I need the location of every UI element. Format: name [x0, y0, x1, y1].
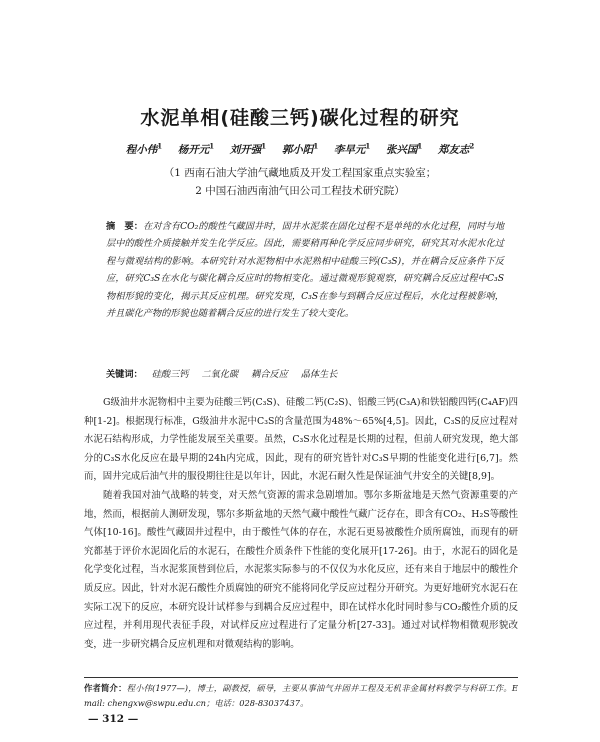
author-footnote	[84, 681, 518, 711]
footnote-divider	[84, 677, 518, 678]
affiliation-line: 2 中国石油西南油气田公司工程技术研究院）	[195, 185, 405, 197]
author: 刘开强$^1$	[229, 141, 267, 156]
author: 郑友志$^2$	[437, 141, 475, 156]
keyword: 二氧化碳	[201, 369, 239, 380]
keyword: 耦合反应	[251, 369, 288, 380]
body-text	[84, 394, 518, 654]
author: 张兴国$^1$	[385, 141, 423, 156]
paper-title: 水泥单相(硅酸三钙)碳化过程的研究	[140, 107, 460, 129]
author: 杨开元$^1$	[177, 141, 215, 156]
body-paragraph: G级油井水泥物相中主要为硅酸三钙(C₃S)、硅酸二钙(C₂S)、铝酸三钙(C₃A)和铁铝酸四钙(C₄AF)四种[1-2]。根据现行标准，G级油井水泥中C₃S的含量范围为48%～65%[4,5]。因此，C₃S的反应过程对水泥石结构形成，力学性能发展至关重要。虽然，C₃S水化过程是长期的过程，但前人研究发现，绝大部分的C₃S水化反应在最早期的24h内完成，因此，现有的研究皆针对C₃S早期的性能变化进行[6,7]。然而，固井完成后油气井的服役期往往是以年计，因此，水泥石耐久性是保证油气井安全的关键[8,9]。	[84, 397, 518, 483]
keyword: 晶体生长	[300, 369, 338, 380]
keyword: 硅酸三钙	[151, 369, 189, 380]
abstract	[106, 218, 504, 322]
abstract-text: 在对含有CO₂的酸性气藏固井时，固井水泥浆在固化过程不是单纯的水化过程，同时与地层中的酸性介质接触并发生化学反应。因此，需要稍再种化学反应同步研究，研究其对水泥水化过程与微观结构的影响。本研究针对水泥物相中水泥熟相中硅酸三钙(C₃S)，并在耦合反应条件下反应，研究C₃S在水化与碳化耦合反应时的物相变化。通过微观形貌观察，研究耦合反应过程中C₃S物相形貌的变化，揭示其反应机理。研究发现，C₃S在参与到耦合反应过程后，水化过程被影响，并且碳化产物的形貌也随着耦合反应的进行发生了较大变化。	[106, 221, 505, 320]
abstract-label: 摘 要：	[106, 221, 144, 232]
author: 李早元$^1$	[333, 141, 371, 156]
affiliation-line: （1 西南石油大学油气藏地质及开发工程国家重点实验室；	[163, 167, 437, 179]
page-number: — 312 —	[88, 713, 139, 725]
footnote-label: 作者简介：	[84, 683, 127, 693]
author: 程小伟$^1$	[125, 141, 163, 156]
footnote-text: 程小伟(1977—)，博士，副教授，硕导，主要从事油气井固井工程及无机非金属材料教学与科研工作。E mail: chengxw@swpu.edu.cn；电话：028-83037437。	[84, 683, 518, 708]
body-paragraph: 随着我国对油气战略的转变，对天然气资源的需求急剧增加。鄂尔多斯盆地是天然气资源重要的产地，然而，根据前人测研发现，鄂尔多斯盆地的天然气藏中酸性气藏广泛存在，即含有CO₂、H₂S等酸性气体[10-16]。酸性气藏固井过程中，由于酸性气体的存在，水泥石更易被酸性介质所腐蚀，而现有的研究都基于评价水泥固化后的水泥石，在酸性介质条件下性能的变化展开[17-26]。由于，水泥石的固化是化学变化过程，当水泥浆顶替到位后，水泥浆实际参与的不仅仅为水化反应，还有来自于地层中的酸性介质反应。因此，针对水泥石酸性介质腐蚀的研究不能将同化学反应过程分开研究。为更好地研究水泥石在实际工况下的反应，本研究设计试样参与到耦合反应过程中，即在试样水化时同时参与CO₂酸性介质的反应过程，并利用现代表征手段，对试样反应过程进行了定量分析[27-33]。通过对试样物相微观形貌改变，进一步研究耦合反应机理和对微观结构的影响。	[84, 489, 518, 650]
keywords-label: 关键词：	[106, 369, 143, 380]
author: 郭小阳$^1$	[281, 141, 319, 156]
keywords	[106, 366, 504, 380]
author-list	[0, 141, 600, 157]
